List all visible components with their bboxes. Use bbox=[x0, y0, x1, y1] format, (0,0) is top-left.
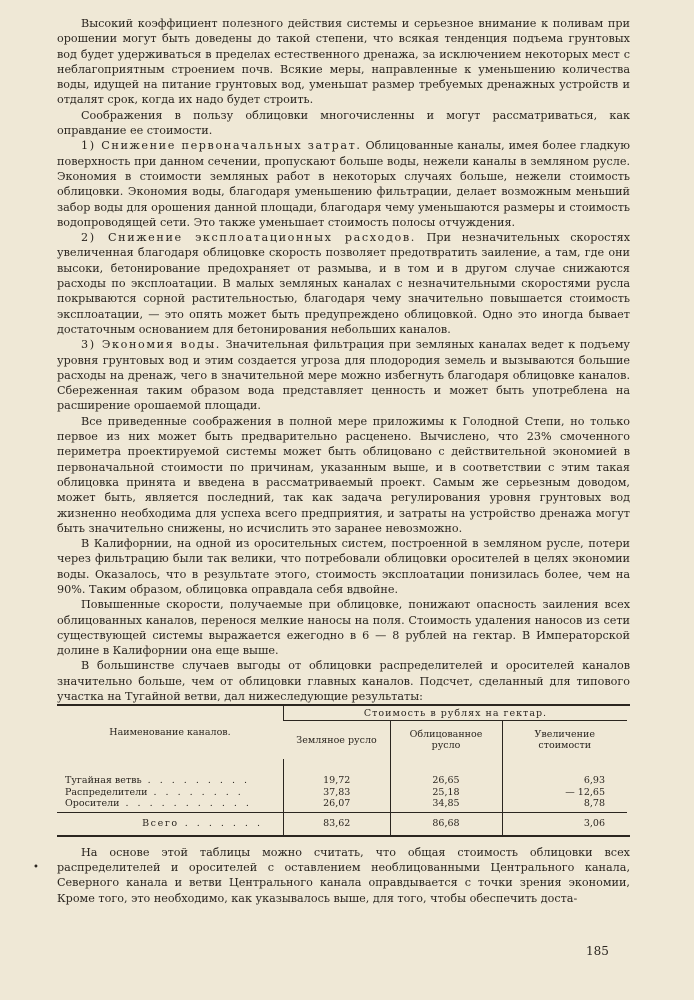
lead-2: 2) Снижение эксплоатационных расходов. bbox=[81, 231, 416, 245]
paragraph-3 bbox=[57, 138, 630, 230]
paragraph-9: В большинстве случаев выгоды от облицовки распределителей и оросителей каналов значительно больше, чем от облицовки главных каналов. Подсчет, сделанный для типового участка на Тугайной ветви, дал нижеследующие результаты: bbox=[57, 659, 630, 704]
total-row: Всего . . . . . . . 83,62 86,68 3,06 bbox=[57, 812, 627, 835]
paragraph-10: На основе этой таблицы можно считать, что общая стоимость облицовки всех распределителей и оросителей с оставлением необлицованными Центрального канала, Северного канала и ветви Центрального канала оправдывается с точки зрения экономии, Кроме того, это необходимо, как указывалось выше, для того, чтобы обеспечить доста- bbox=[57, 845, 630, 905]
paragraph-1: Высокий коэффициент полезного действия системы и серьезное внимание к поливам при орошении могут быть доведены до такой степени, что всякая тенденция подъема грунтовых вод будет удерживаться в пределах естественного дренажа, за исключением некоторых мест с неблагоприятным строением почв. Всякие меры, направленные к уменьшению количества воды, идущей на питание грунтовых вод, уменьшат размер требуемых дренажных устройств и отдалят срок, когда их надо будет строить. bbox=[57, 17, 630, 107]
sub-header-earth: Земляное русло bbox=[296, 734, 377, 746]
lead-3: 3) Экономия воды. bbox=[81, 338, 221, 352]
margin-mark: • bbox=[33, 862, 39, 873]
paragraph-4-text: При незначительных скоростях увеличенная благодаря облицовке скорость позволяет предотвратить заиление, а там, где они высоки, бетонирование предохраняет от размыва, и в том и в другом случае снижаются расходы по эксплоатации. В малых земляных каналах с незначительными скоростями русла покрываются сорной растительностью, благодаря чему значительно повышается стоимость эксплоатации, — это опять может быть предупреждено облицовкой. Одно это иногда бывает достаточным основанием для бетонирования небольших каналов. bbox=[57, 231, 631, 336]
table-row: Тугайная ветвь . . . . . . . . . bbox=[65, 775, 251, 787]
col-increase: 6,93 — 12,65 8,78 bbox=[502, 759, 627, 812]
sub-header-increase: Увеличение стоимости bbox=[502, 721, 627, 760]
row-names bbox=[57, 759, 284, 812]
table-row: Оросители . . . . . . . . . . . bbox=[65, 798, 252, 810]
paragraph-8: Повышенные скорости, получаемые при облицовке, понижают опасность заиления всех облицованных каналов, перенося мелкие наносы на поля. Стоимость удаления наносов из сети существующей системы выражается ежегодно в 6 — 8 рублей на гектар. В Императорской долине в Калифорнии она еще выше. bbox=[57, 598, 630, 658]
col-name-header: Наименование каналов. bbox=[109, 727, 231, 739]
paragraph-5 bbox=[57, 337, 630, 413]
paragraph-5-text: Значительная фильтрация при земляных каналах ведет к подъему уровня грунтовых вод и этим создается угроза для плодородия земель и вызываются большие расходы на дренаж, чего в значительной мере можно избегнуть благодаря облицовке каналов. Сбереженная таким образом вода представляет ценность и может быть употреблена на расширение орошаемой площади. bbox=[57, 338, 630, 413]
paragraph-6: Все приведенные соображения в полной мере приложимы к Голодной Степи, но только первое из них может быть предварительно расценено. Вычислено, что 23% смоченного периметра проектируемой системы может быть облицовано с действительной экономией в первоначальной стоимости по причинам, указанным выше, и в соответствии с этим такая облицовка принята и введена в рассматриваемый проект. Самым же серьезным доводом, может быть, является последний, так как задача регулирования уровня грунтовых вод жизненно необходима для успеха всего предприятия, и затраты на устройство дренажа могут быть значительно снижены, но исчислить это заранее невозможно. bbox=[57, 414, 630, 535]
paragraph-7: В Калифорнии, на одной из оросительных систем, построенной в земляном русле, потери через фильтрацию были так велики, что потребовали облицовки оросителей в целях экономии воды. Оказалось, что в результате этого, стоимость эксплоатации понизилась более, чем на 90%. Таким образом, облицовка оправдала себя вдвойне. bbox=[57, 537, 630, 596]
paragraph-2: Соображения в пользу облицовки многочисленны и могут рассматриваться, как оправдание ее стоимости. bbox=[57, 108, 630, 138]
page-number: 185 bbox=[586, 944, 609, 958]
page-body bbox=[57, 16, 630, 906]
group-header: Стоимость в рублях на гектар. bbox=[284, 706, 628, 721]
paragraph-3-text: Облицованные каналы, имея более гладкую поверхность при данном сечении, пропускают больше воды, нежели каналы в земляном русле. Экономия в стоимости земляных работ в некоторых случаях больше, нежели стоимость облицовки. Экономия воды, благодаря уменьшению фильтрации, делает возможным меньший забор воды для орошения данной площади, благодаря чему уменьшаются размеры и стоимость водопроводящей сети. Это также уменьшает стоимость полосы отчуждения. bbox=[57, 139, 630, 229]
col-lined: 26,65 25,18 34,85 bbox=[390, 759, 502, 812]
cost-table bbox=[57, 704, 630, 837]
paragraph-4 bbox=[57, 230, 630, 337]
sub-header-lined: Облицованное русло bbox=[390, 721, 502, 760]
lead-1: 1) Снижение первоначальных затрат. bbox=[81, 139, 362, 153]
table-row: Распределители . . . . . . . . bbox=[65, 786, 244, 798]
col-earth: 19,72 37,83 26,07 bbox=[284, 759, 391, 812]
